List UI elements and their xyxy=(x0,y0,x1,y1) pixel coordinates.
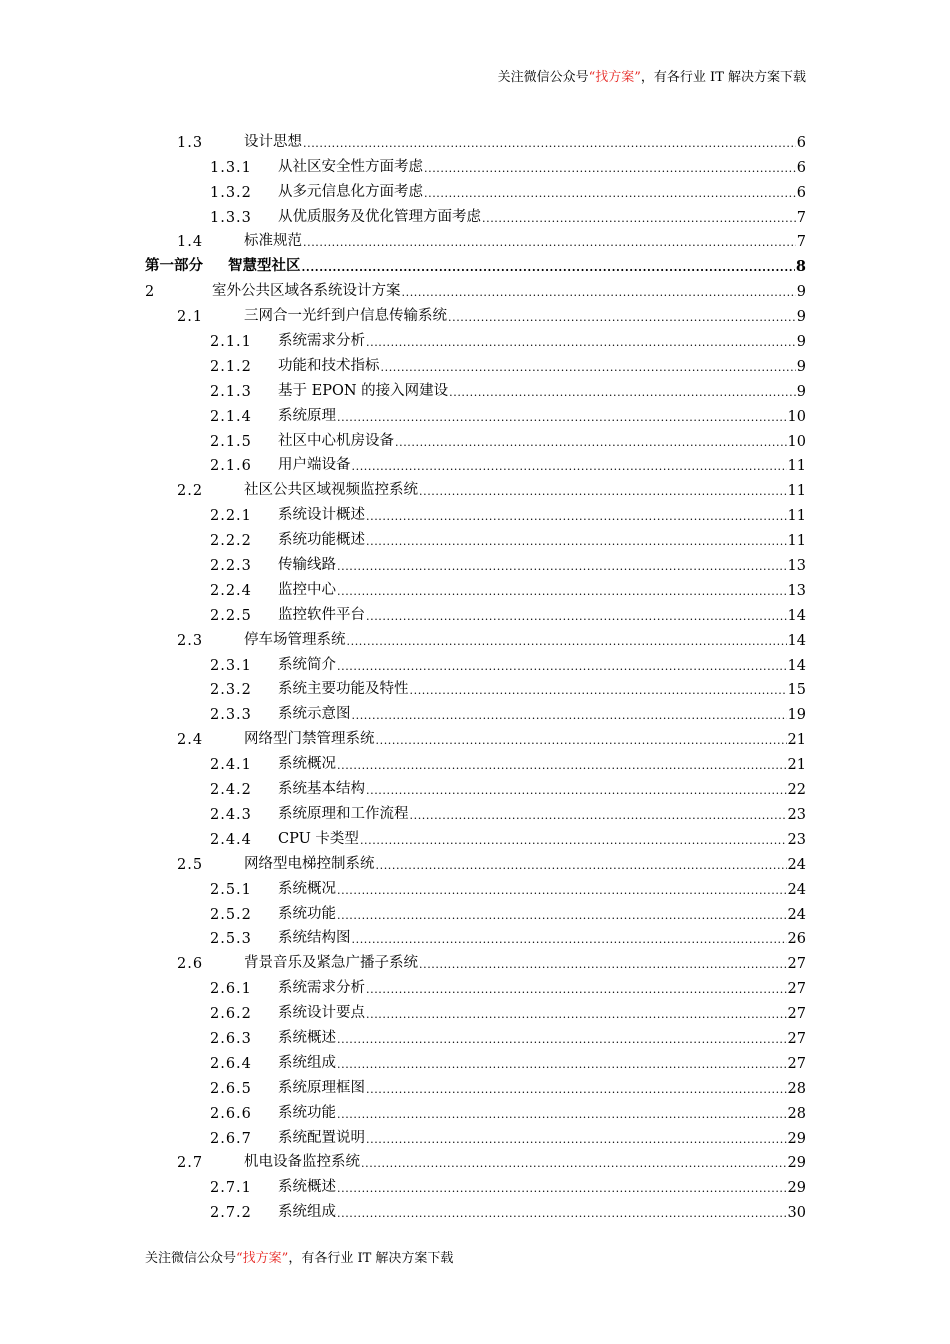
toc-entry-number: 2.3.2 xyxy=(210,682,252,699)
toc-entry-number: 2.1.3 xyxy=(210,383,252,400)
toc-entry[interactable] xyxy=(145,226,806,251)
toc-entry[interactable] xyxy=(145,997,806,1022)
toc-entry-title: 社区中心机房设备 xyxy=(278,432,394,449)
toc-entry-number: 2.2.1 xyxy=(210,508,252,525)
toc-entry-page: 13 xyxy=(787,558,806,575)
toc-entry-number: 1.3.2 xyxy=(210,184,252,201)
toc-dot-leader xyxy=(337,661,787,674)
toc-dot-leader xyxy=(366,337,796,350)
toc-dot-leader xyxy=(376,860,787,873)
toc-entry-page: 24 xyxy=(787,881,806,898)
toc-dot-leader xyxy=(337,1208,787,1221)
toc-entry-title: 从社区安全性方面考虑 xyxy=(278,158,423,175)
toc-entry-page: 27 xyxy=(787,981,806,998)
toc-entry-number: 2.4.1 xyxy=(210,757,252,774)
toc-entry-title: 标准规范 xyxy=(244,233,302,250)
toc-entry-title: 系统功能 xyxy=(278,905,336,922)
toc-entry-title: 网络型门禁管理系统 xyxy=(244,731,375,748)
toc-entry[interactable] xyxy=(145,848,806,873)
toc-entry-page: 9 xyxy=(796,358,806,375)
toc-entry-number: 2.2 xyxy=(177,483,204,500)
toc-entry-number: 2.5.3 xyxy=(210,931,252,948)
toc-entry-title: CPU 卡类型 xyxy=(278,830,359,847)
toc-dot-leader xyxy=(337,586,787,599)
toc-entry[interactable] xyxy=(145,400,806,425)
toc-entry-number: 2.6.1 xyxy=(210,981,252,998)
toc-entry-title: 从优质服务及优化管理方面考虑 xyxy=(278,208,481,225)
toc-entry-number: 第一部分 xyxy=(145,257,203,275)
toc-dot-leader xyxy=(419,486,787,499)
toc-entry[interactable] xyxy=(145,823,806,848)
toc-entry-number: 2.1 xyxy=(177,309,204,326)
toc-dot-leader xyxy=(419,959,787,972)
toc-entry-title: 网络型电梯控制系统 xyxy=(244,855,375,872)
toc-entry[interactable] xyxy=(145,250,806,275)
toc-dot-leader xyxy=(303,237,796,250)
toc-entry[interactable] xyxy=(145,1171,806,1196)
toc-entry[interactable] xyxy=(145,972,806,997)
toc-dot-leader xyxy=(366,984,787,997)
toc-entry-number: 2.7.1 xyxy=(210,1180,252,1197)
toc-entry-page: 14 xyxy=(787,657,806,674)
toc-dot-leader xyxy=(410,685,787,698)
toc-entry-page: 13 xyxy=(787,582,806,599)
toc-entry-page: 14 xyxy=(787,632,806,649)
toc-entry[interactable] xyxy=(145,898,806,923)
toc-entry[interactable] xyxy=(145,151,806,176)
toc-entry-number: 1.3 xyxy=(177,134,204,151)
toc-entry[interactable] xyxy=(145,524,806,549)
table-of-contents xyxy=(145,126,806,1221)
toc-entry[interactable] xyxy=(145,176,806,201)
toc-dot-leader xyxy=(337,1034,787,1047)
toc-entry-page: 9 xyxy=(796,383,806,400)
toc-entry-page: 10 xyxy=(787,433,806,450)
toc-entry-page: 19 xyxy=(787,707,806,724)
footer-prefix: 关注微信公众号 xyxy=(145,1251,237,1266)
toc-entry[interactable] xyxy=(145,923,806,948)
toc-entry-title: 系统功能 xyxy=(278,1104,336,1121)
toc-entry-page: 27 xyxy=(787,1055,806,1072)
toc-entry-title: 室外公共区域各系统设计方案 xyxy=(212,283,401,300)
toc-dot-leader xyxy=(352,934,787,947)
toc-entry-page: 6 xyxy=(796,134,806,151)
toc-entry-page: 14 xyxy=(787,607,806,624)
toc-entry-number: 1.3.3 xyxy=(210,209,252,226)
toc-dot-leader xyxy=(366,1084,787,1097)
toc-entry-title: 机电设备监控系统 xyxy=(244,1154,360,1171)
toc-dot-leader xyxy=(337,1109,787,1122)
toc-entry-title: 系统结构图 xyxy=(278,930,351,947)
toc-entry-title: 系统组成 xyxy=(278,1204,336,1221)
toc-entry-page: 11 xyxy=(787,533,806,550)
toc-dot-leader xyxy=(361,1158,787,1171)
toc-entry-title: 系统基本结构 xyxy=(278,781,365,798)
toc-entry-page: 23 xyxy=(787,831,806,848)
toc-entry-number: 2.6.4 xyxy=(210,1055,252,1072)
toc-entry-title: 系统原理框图 xyxy=(278,1079,365,1096)
toc-dot-leader xyxy=(352,710,787,723)
toc-dot-leader xyxy=(402,287,796,300)
toc-dot-leader xyxy=(449,387,796,400)
toc-entry-number: 2.2.2 xyxy=(210,533,252,550)
toc-entry-title: 系统概况 xyxy=(278,880,336,897)
toc-entry-number: 2.1.4 xyxy=(210,408,252,425)
toc-entry-page: 11 xyxy=(787,508,806,525)
toc-entry-number: 2.1.6 xyxy=(210,458,252,475)
toc-entry[interactable] xyxy=(145,748,806,773)
toc-entry-page: 9 xyxy=(796,334,806,351)
toc-entry-number: 2.3 xyxy=(177,632,204,649)
toc-dot-leader xyxy=(366,536,787,549)
toc-entry[interactable] xyxy=(145,1122,806,1147)
toc-entry-number: 2.6.5 xyxy=(210,1080,252,1097)
toc-entry-title: 监控中心 xyxy=(278,581,336,598)
toc-entry-title: 系统功能概述 xyxy=(278,532,365,549)
toc-entry-number: 2.6 xyxy=(177,956,204,973)
toc-entry[interactable] xyxy=(145,300,806,325)
toc-entry-number: 2.1.2 xyxy=(210,358,252,375)
toc-dot-leader xyxy=(360,835,787,848)
toc-entry-title: 智慧型社区 xyxy=(228,257,301,275)
toc-entry-page: 24 xyxy=(787,856,806,873)
toc-entry-title: 背景音乐及紧急广播子系统 xyxy=(244,955,418,972)
toc-entry[interactable] xyxy=(145,773,806,798)
header-suffix: ，有各行业 IT 解决方案下载 xyxy=(640,70,806,85)
toc-entry-number: 2.5.1 xyxy=(210,881,252,898)
toc-entry-number: 2.7.2 xyxy=(210,1205,252,1222)
toc-entry-number: 2 xyxy=(145,284,156,301)
toc-entry-title: 从多元信息化方面考虑 xyxy=(278,183,423,200)
toc-entry-page: 28 xyxy=(787,1105,806,1122)
toc-entry-number: 2.6.7 xyxy=(210,1130,252,1147)
toc-entry[interactable] xyxy=(145,1147,806,1172)
header-prefix: 关注微信公众号 xyxy=(497,70,589,85)
toc-dot-leader xyxy=(337,910,787,923)
toc-dot-leader xyxy=(366,611,787,624)
toc-dot-leader xyxy=(376,735,787,748)
toc-entry[interactable] xyxy=(145,649,806,674)
toc-entry-title: 系统需求分析 xyxy=(278,980,365,997)
toc-entry-title: 监控软件平台 xyxy=(278,606,365,623)
toc-entry-page: 27 xyxy=(787,1030,806,1047)
toc-entry-number: 2.5.2 xyxy=(210,906,252,923)
toc-entry-title: 系统需求分析 xyxy=(278,333,365,350)
toc-entry[interactable] xyxy=(145,1022,806,1047)
toc-entry-number: 2.5 xyxy=(177,856,204,873)
toc-dot-leader xyxy=(337,561,787,574)
toc-entry-number: 2.1.5 xyxy=(210,433,252,450)
toc-entry-title: 用户端设备 xyxy=(278,457,351,474)
toc-entry-page: 7 xyxy=(796,209,806,226)
toc-dot-leader xyxy=(366,1009,787,1022)
toc-dot-leader xyxy=(424,188,796,201)
toc-entry-title: 系统概述 xyxy=(278,1029,336,1046)
toc-entry[interactable] xyxy=(145,1097,806,1122)
toc-dot-leader xyxy=(395,437,787,450)
toc-dot-leader xyxy=(410,810,787,823)
toc-entry-number: 2.3.3 xyxy=(210,707,252,724)
toc-entry-title: 系统组成 xyxy=(278,1054,336,1071)
toc-entry-title: 系统配置说明 xyxy=(278,1129,365,1146)
footer-highlight: “找方案” xyxy=(236,1251,289,1266)
toc-entry[interactable] xyxy=(145,698,806,723)
toc-entry-title: 系统原理和工作流程 xyxy=(278,805,409,822)
toc-entry-number: 2.7 xyxy=(177,1155,204,1172)
toc-entry-page: 21 xyxy=(787,757,806,774)
header-highlight: “找方案” xyxy=(588,70,641,85)
toc-entry-page: 29 xyxy=(787,1155,806,1172)
toc-entry-page: 27 xyxy=(787,1006,806,1023)
toc-entry-title: 功能和技术指标 xyxy=(278,357,380,374)
toc-dot-leader xyxy=(381,362,796,375)
page-header xyxy=(498,66,806,85)
toc-dot-leader xyxy=(337,885,787,898)
toc-entry[interactable] xyxy=(145,1047,806,1072)
toc-entry-title: 三网合一光纤到户信息传输系统 xyxy=(244,308,447,325)
toc-entry-number: 2.4 xyxy=(177,732,204,749)
toc-entry-page: 27 xyxy=(787,956,806,973)
toc-entry-number: 2.1.1 xyxy=(210,334,252,351)
toc-dot-leader xyxy=(337,760,787,773)
toc-entry[interactable] xyxy=(145,1196,806,1221)
toc-entry[interactable] xyxy=(145,674,806,699)
toc-entry[interactable] xyxy=(145,873,806,898)
toc-dot-leader xyxy=(337,1183,787,1196)
toc-entry-page: 30 xyxy=(787,1205,806,1222)
toc-entry-title: 传输线路 xyxy=(278,557,336,574)
toc-entry[interactable] xyxy=(145,798,806,823)
toc-entry-number: 2.2.4 xyxy=(210,582,252,599)
toc-entry[interactable] xyxy=(145,947,806,972)
toc-entry-page: 21 xyxy=(787,732,806,749)
toc-entry-page: 28 xyxy=(787,1080,806,1097)
toc-entry[interactable] xyxy=(145,1072,806,1097)
toc-entry-number: 2.6.2 xyxy=(210,1006,252,1023)
footer-suffix: ，有各行业 IT 解决方案下载 xyxy=(288,1251,454,1266)
toc-entry-title: 系统示意图 xyxy=(278,706,351,723)
toc-entry[interactable] xyxy=(145,126,806,151)
toc-entry[interactable] xyxy=(145,723,806,748)
toc-entry-page: 7 xyxy=(796,234,806,251)
toc-entry[interactable] xyxy=(145,574,806,599)
toc-entry-page: 11 xyxy=(787,483,806,500)
toc-dot-leader xyxy=(337,1059,787,1072)
toc-entry[interactable] xyxy=(145,624,806,649)
toc-entry[interactable] xyxy=(145,425,806,450)
toc-entry[interactable] xyxy=(145,201,806,226)
toc-entry-page: 23 xyxy=(787,806,806,823)
toc-entry-number: 2.2.5 xyxy=(210,607,252,624)
toc-dot-leader xyxy=(303,138,796,151)
toc-entry[interactable] xyxy=(145,325,806,350)
toc-entry-page: 29 xyxy=(787,1180,806,1197)
toc-entry-number: 2.6.6 xyxy=(210,1105,252,1122)
toc-dot-leader xyxy=(352,461,787,474)
toc-dot-leader xyxy=(366,785,787,798)
toc-entry-number: 2.4.4 xyxy=(210,831,252,848)
toc-entry-page: 11 xyxy=(787,458,806,475)
toc-entry-title: 系统概况 xyxy=(278,756,336,773)
toc-entry-number: 2.4.2 xyxy=(210,782,252,799)
toc-entry-number: 2.4.3 xyxy=(210,806,252,823)
toc-entry-title: 系统设计概述 xyxy=(278,507,365,524)
toc-dot-leader xyxy=(366,1134,787,1147)
toc-entry[interactable] xyxy=(145,375,806,400)
toc-entry[interactable] xyxy=(145,450,806,475)
toc-dot-leader xyxy=(302,262,795,275)
toc-entry-number: 1.4 xyxy=(177,234,204,251)
page-footer xyxy=(145,1247,453,1266)
toc-dot-leader xyxy=(366,511,787,524)
toc-entry-page: 24 xyxy=(787,906,806,923)
toc-entry-number: 1.3.1 xyxy=(210,159,252,176)
toc-dot-leader xyxy=(448,312,796,325)
toc-entry-page: 26 xyxy=(787,931,806,948)
toc-entry-title: 停车场管理系统 xyxy=(244,631,346,648)
toc-entry-page: 29 xyxy=(787,1130,806,1147)
toc-entry-page: 8 xyxy=(795,258,806,276)
toc-dot-leader xyxy=(482,213,796,226)
toc-entry[interactable] xyxy=(145,350,806,375)
toc-dot-leader xyxy=(347,636,787,649)
toc-entry-page: 6 xyxy=(796,159,806,176)
toc-entry-title: 基于 EPON 的接入网建设 xyxy=(278,382,449,399)
toc-entry[interactable] xyxy=(145,599,806,624)
toc-entry[interactable] xyxy=(145,275,806,300)
toc-dot-leader xyxy=(337,412,787,425)
toc-dot-leader xyxy=(424,163,796,176)
toc-entry-page: 9 xyxy=(796,284,806,301)
toc-entry-page: 22 xyxy=(787,782,806,799)
toc-entry-number: 2.2.3 xyxy=(210,558,252,575)
toc-entry[interactable] xyxy=(145,474,806,499)
toc-entry-title: 系统简介 xyxy=(278,656,336,673)
toc-entry-title: 系统设计要点 xyxy=(278,1005,365,1022)
toc-entry-title: 系统主要功能及特性 xyxy=(278,681,409,698)
toc-entry-number: 2.3.1 xyxy=(210,657,252,674)
toc-entry-page: 10 xyxy=(787,408,806,425)
toc-entry-page: 9 xyxy=(796,309,806,326)
toc-entry-page: 15 xyxy=(787,682,806,699)
toc-entry-page: 6 xyxy=(796,184,806,201)
toc-entry-title: 系统原理 xyxy=(278,407,336,424)
toc-entry-title: 系统概述 xyxy=(278,1179,336,1196)
toc-entry[interactable] xyxy=(145,549,806,574)
toc-entry[interactable] xyxy=(145,499,806,524)
toc-entry-title: 社区公共区域视频监控系统 xyxy=(244,482,418,499)
toc-entry-title: 设计思想 xyxy=(244,133,302,150)
toc-entry-number: 2.6.3 xyxy=(210,1030,252,1047)
